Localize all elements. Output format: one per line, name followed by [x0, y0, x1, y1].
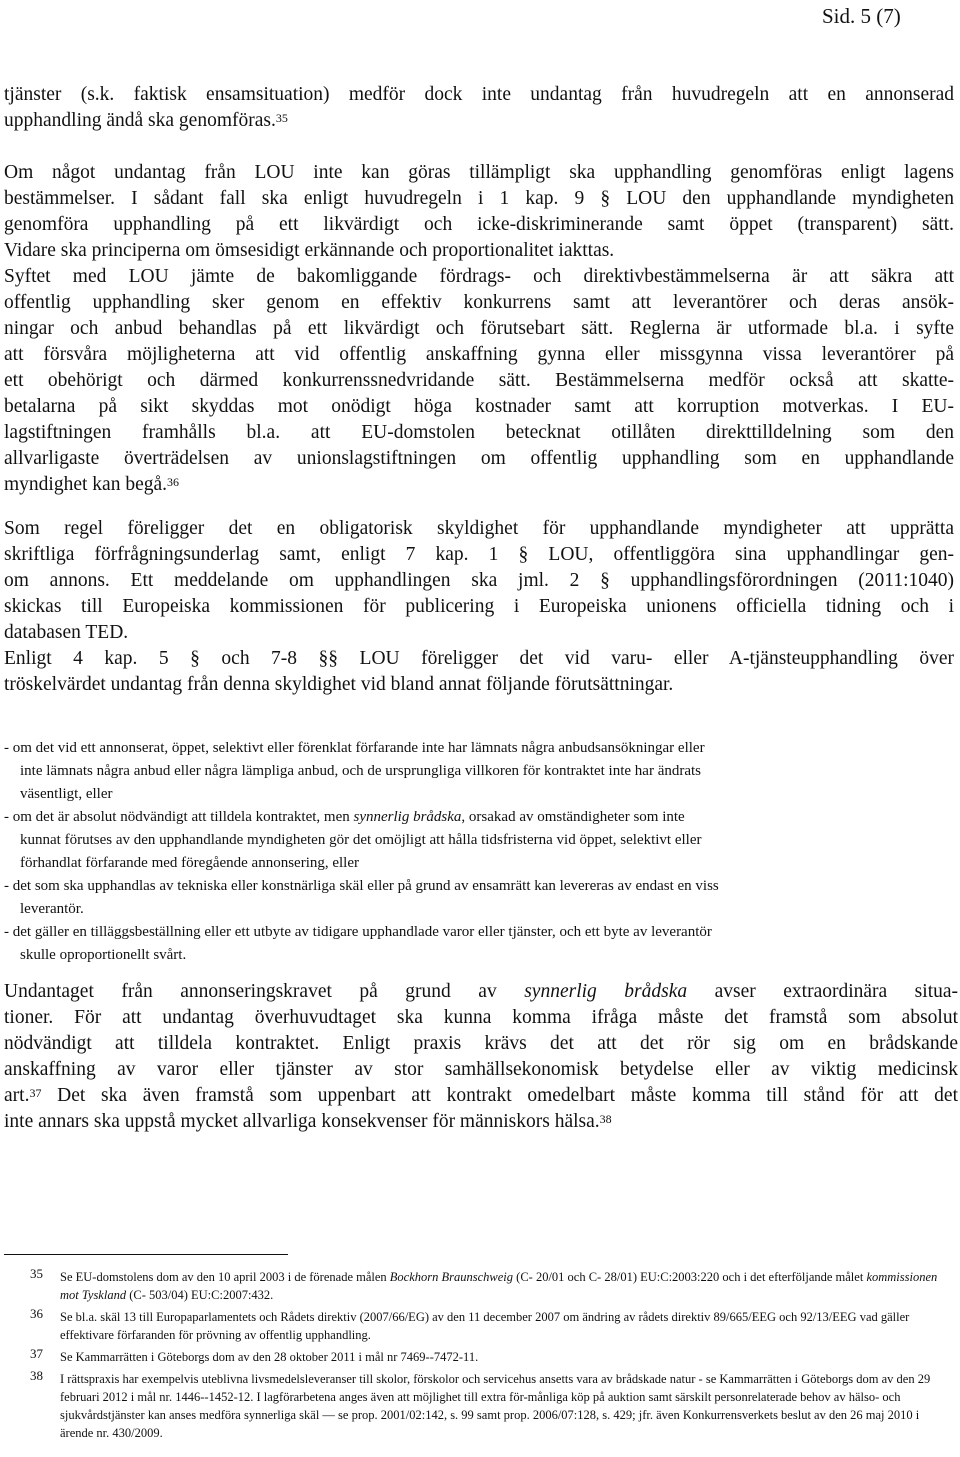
footnote-text: Se EU-domstolens dom av den 10 april 2003 i de förenade målen Bockhorn Braunschweig (C- 20/01 och C- 28/01) EU:C:2003:220 och i det efterföljande målet kommissionen mot Tyskland (C- 503/04) EU:C:2007:432.: [60, 1270, 938, 1302]
footnote-number: 38: [30, 1368, 43, 1383]
footnote-number: 37: [30, 1346, 43, 1361]
footnote: [30, 1370, 955, 1442]
footnotes: [30, 1268, 955, 1446]
text-line: Undantaget från annonseringskravet på grund av synnerlig brådska avser extraordinära situa-: [4, 981, 959, 1002]
paragraph-4: [4, 979, 958, 1135]
footnote: [30, 1348, 955, 1366]
body-text: [4, 82, 954, 698]
text-line: anskaffning av varor eller tjänster av stor samhällsekonomisk betydelse eller av viktig medicinsk: [4, 1059, 958, 1080]
text-line: ningar och anbud behandlas på ett likvärdigt och förutsebart sätt. Reglerna är utformade bl.a. i syfte: [4, 318, 954, 339]
list-item: - det gäller en tilläggsbeställning eller ett utbyte av tidigare upphandlade varor eller tjänster, och ett byte av leverantör skulle oproportionellt svårt.: [4, 924, 712, 963]
text-line: tjänster (s.k. faktisk ensamsituation) medför dock inte undantag från huvudregeln att en annonserad: [4, 84, 954, 105]
footnote-text: Se bl.a. skäl 13 till Europaparlamentets och Rådets direktiv (2007/66/EG) av den 11 december 2007 om ändring av rådets direktiv 89/665/EEG och 92/13/EEG vad gäller effektivare förfaranden för prövning av offentlig upphandling.: [60, 1310, 910, 1342]
text-line: [4, 108, 954, 134]
text-line: att försvåra möjligheterna att vid offentlig anskaffning gynna eller missgynna vissa leverantörer på: [4, 344, 954, 365]
text-line: Som regel föreligger det en obligatorisk skyldighet för upphandlande myndigheter att upprätta: [4, 518, 954, 539]
text-span: myndighet kan begå.: [4, 474, 167, 495]
text-line: Om något undantag från LOU inte kan göras tillämpligt ska upphandling genomföras enligt lagens: [4, 162, 954, 183]
page-number: Sid. 5 (7): [822, 4, 901, 28]
exception-list: [4, 737, 954, 967]
text-line: genomföra upphandling på ett likvärdigt och icke-diskriminerande samt öppet (transparent) sätt.: [4, 214, 954, 235]
text-line: nödvändigt att tilldela kontraktet. Enligt praxis krävs det att det rör sig om en brådskande: [4, 1033, 958, 1054]
text-line: tioner. För att undantag överhuvudtaget ska kunna komma ifråga måste det framstå som absolut: [4, 1007, 958, 1028]
paragraph-3: [4, 516, 954, 698]
footnote-number: 35: [30, 1266, 43, 1281]
text-line: Syftet med LOU jämte de bakomliggande fördrags- och direktivbestämmelserna är att säkra att: [4, 266, 954, 287]
text-line: skriftliga förfrågningsunderlag samt, enligt 7 kap. 1 § LOU, offentliggöra sina upphandlingar gen-: [4, 544, 954, 565]
footnote-number: 36: [30, 1306, 43, 1321]
text-line: inte annars ska uppstå mycket allvarliga konsekvenser för människors hälsa.$^{38}$: [4, 1111, 612, 1132]
text-line: lagstiftningen framhålls bl.a. att EU-domstolen betecknat otillåten direkttilldelning som den: [4, 422, 954, 443]
footnote: [30, 1268, 955, 1304]
footnote: [30, 1308, 955, 1344]
footnote-ref: 36: [167, 475, 179, 489]
text-line: ett obehörigt och därmed konkurrenssnedvridande sätt. Bestämmelserna medför också att skatte-: [4, 370, 954, 391]
text-line: [4, 472, 954, 498]
text-line: om annons. Ett meddelande om upphandlingen ska jml. 2 § upphandlingsförordningen (2011:1040): [4, 570, 954, 591]
text-line: allvarligaste överträdelsen av unionslagstiftningen om offentlig upphandling som en upphandlande: [4, 448, 954, 469]
text-line: art.$^{37}$ Det ska även framstå som uppenbart att kontrakt omedelbart måste komma till stånd för att det: [4, 1085, 958, 1106]
list-item: - om det vid ett annonserat, öppet, selektivt eller förenklat förfarande inte har lämnats några anbudsansökningar eller inte lämnats några anbud eller några lämpliga anbud, och de ursprungliga villkoren för kontraktet inte har ändrats väsentligt, eller: [4, 740, 705, 802]
text-span: upphandling ändå ska genomföras.: [4, 110, 276, 131]
list-item: - det som ska upphandlas av tekniska eller konstnärliga skäl eller på grund av ensamrätt kan levereras av endast en viss leverantör.: [4, 878, 719, 917]
text-line: databasen TED.: [4, 622, 129, 643]
text-line: betalarna på sikt skyddas mot onödigt höga kostnader samt att korruption motverkas. I EU-: [4, 396, 954, 417]
paragraph-2: [4, 160, 954, 498]
text-line: tröskelvärdet undantag från denna skyldighet vid bland annat följande förutsättningar.: [4, 674, 674, 695]
text-line: offentlig upphandling sker genom en effektiv konkurrens samt att leverantörer och deras ansök-: [4, 292, 954, 313]
text-line: bestämmelser. I sådant fall ska enligt huvudregeln i 1 kap. 9 § LOU den upphandlande myndigheten: [4, 188, 954, 209]
footnote-ref: 35: [275, 111, 288, 125]
footnote-text: I rättspraxis har exempelvis uteblivna livsmedelsleveranser till skolor, förskolor och servicehus ansetts vara av brådskade natur - se Kammarrätten i Göteborgs dom av den 29 februari 2012 i mål nr. 1446--1452-12. I lagförarbetena anges även att möjlighet till extra för-månliga köp på auktion samt särskilt personrelaterade behov av hälso- och sjukvårdstjänster kan anses medföra synnerliga skäl — se prop. 2001/02:142, s. 99 samt prop. 2006/07:128, s. 429; jfr. även Konkurrensverkets beslut av den 26 maj 2010 i ärende nr. 430/2009.: [60, 1372, 931, 1440]
footnote-text: Se Kammarrätten i Göteborgs dom av den 28 oktober 2011 i mål nr 7469--7472-11.: [60, 1350, 479, 1364]
text-line: Enligt 4 kap. 5 § och 7-8 §§ LOU föreligger det vid varu- eller A-tjänsteupphandling över: [4, 648, 954, 669]
list-item: - om det är absolut nödvändigt att tilldela kontraktet, men synnerlig brådska, orsakad av omständigheter som inte kunnat förutses av den upphandlande myndigheten gör det omöjligt att hålla tidsfristerna vid öppet, selektivt eller förhandlat förfarande med föregående annonsering, eller: [4, 809, 702, 871]
text-line: skickas till Europeiska kommissionen för publicering i Europeiska unionens officiella tidning och i: [4, 596, 954, 617]
paragraph-1: [4, 82, 954, 134]
footnote-ref: 38: [599, 1112, 612, 1126]
footnote-divider: [4, 1254, 288, 1255]
footnote-ref: 37: [29, 1086, 42, 1100]
text-line: Vidare ska principerna om ömsesidigt erkännande och proportionalitet iakttas.: [4, 240, 615, 261]
